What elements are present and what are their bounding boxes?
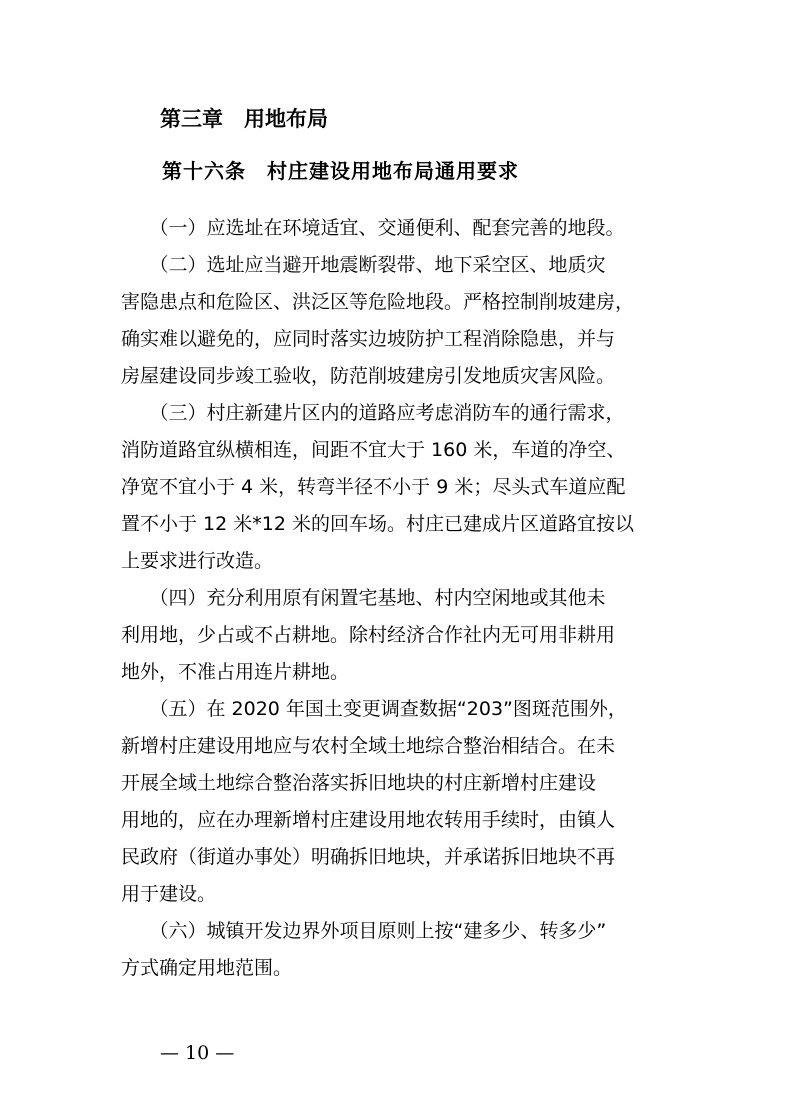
page-number: — 10 — [160,1042,235,1064]
paragraph-5-line-5: 民政府（街道办事处）明确拆旧地块，并承诺拆旧地块不再 [121,846,616,868]
paragraph-5-line-4: 用地的，应在办理新增村庄建设用地农转用手续时，由镇人 [121,809,616,831]
paragraph-2-line-4: 房屋建设同步竣工验收，防范削坡建房引发地质灾害风险。 [121,365,616,387]
paragraph-5-line-1: （五）在 2020 年国土变更调查数据“203”图斑范围外， [121,698,627,720]
paragraph-3-line-5: 上要求进行改造。 [121,550,274,572]
paragraph-5-line-6: 用于建设。 [121,883,217,905]
chapter-title: 第三章 用地布局 [160,107,328,131]
article-body [121,210,681,987]
paragraph-3-line-2: 消防道路宜纵横相连，间距不宜大于 160 米，车道的净空、 [121,439,626,461]
paragraph-1-line-1: （一）应选址在环境适宜、交通便利、配套完善的地段。 [121,217,625,239]
paragraph-5-line-2: 新增村庄建设用地应与农村全域土地综合整治相结合。在未 [121,735,616,757]
paragraph-4-line-3: 地外，不准占用连片耕地。 [121,661,350,683]
paragraph-6-line-2: 方式确定用地范围。 [121,957,293,979]
paragraph-6-line-1: （六）城镇开发边界外项目原则上按“建多少、转多少” [121,920,607,942]
paragraph-2-line-3: 确实难以避免的，应同时落实边坡防护工程消除隐患，并与 [121,328,616,350]
paragraph-3-line-1: （三）村庄新建片区内的道路应考虑消防车的通行需求， [121,402,625,424]
paragraph-5-line-3: 开展全域土地综合整治落实拆旧地块的村庄新增村庄建设 [121,772,597,794]
paragraph-4-line-1: （四）充分利用原有闲置宅基地、村内空闲地或其他未 [121,587,606,609]
paragraph-2-line-1: （二）选址应当避开地震断裂带、地下采空区、地质灾 [121,254,606,276]
paragraph-3-line-3: 净宽不宜小于 4 米，转弯半径不小于 9 米；尽头式车道应配 [121,476,626,498]
paragraph-3-line-4: 置不小于 12 米*12 米的回车场。村庄已建成片区道路宜按以 [121,513,634,535]
paragraph-2-line-2: 害隐患点和危险区、洪泛区等危险地段。严格控制削坡建房， [121,291,635,313]
paragraph-4-line-2: 利用地，少占或不占耕地。除村经济合作社内无可用非耕用 [121,624,616,646]
article-title: 第十六条 村庄建设用地布局通用要求 [162,159,519,183]
